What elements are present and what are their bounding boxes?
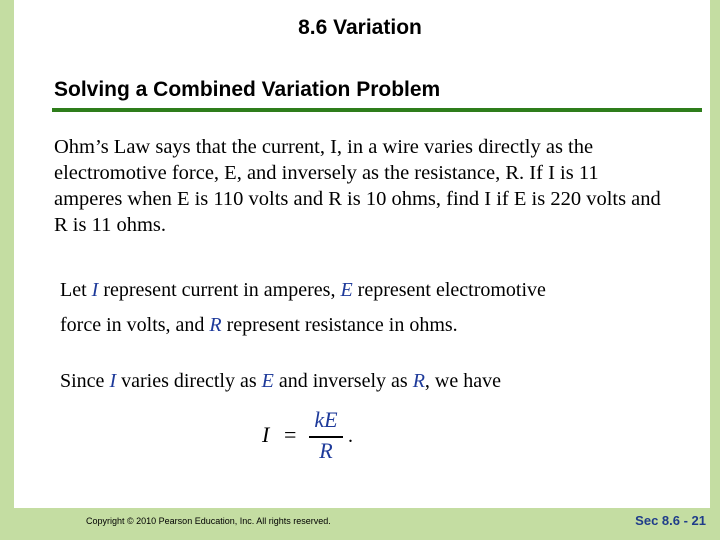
formula-period: . [348, 425, 353, 447]
copyright-notice: Copyright © 2010 Pearson Education, Inc. All rights reserved. [86, 516, 331, 526]
solution-line-3 [60, 370, 680, 393]
variable-i: I [109, 370, 117, 392]
solution-text: Since [60, 370, 110, 392]
solution-text: represent resistance in ohms. [221, 314, 458, 336]
variable-r: R [412, 370, 425, 392]
solution-text: , we have [424, 370, 501, 392]
variation-formula [262, 407, 382, 467]
formula-lhs: I [262, 422, 270, 447]
title-divider [52, 108, 702, 112]
formula-numerator: kE [314, 407, 338, 432]
variable-e: E [261, 370, 274, 392]
section-number: Sec 8.6 - 21 [635, 513, 706, 528]
solution-text: Let [60, 279, 92, 301]
solution-text: force in volts, and [60, 314, 210, 336]
slide-subtitle: Solving a Combined Variation Problem [54, 78, 441, 101]
formula-denominator: R [319, 438, 333, 463]
variable-i: I [91, 279, 99, 301]
solution-text: varies directly as [116, 370, 262, 392]
formula-equals: = [284, 422, 297, 447]
page-title: 8.6 Variation [298, 16, 422, 39]
variable-e: E [340, 279, 353, 301]
solution-text: represent current in amperes, [98, 279, 341, 301]
variable-r: R [209, 314, 222, 336]
left-accent-bar [0, 0, 14, 540]
solution-line-2 [60, 314, 680, 337]
solution-text: and inversely as [273, 370, 413, 392]
solution-line-1 [60, 279, 680, 302]
right-accent-bar [710, 0, 720, 540]
solution-text: represent electromotive [352, 279, 546, 301]
problem-statement: Ohm’s Law says that the current, I, in a wire varies directly as the electromotive force, E, and inversely as the resistance, R. If I is 11 amperes when E is 110 volts and R is 10 ohms, find I if E is 220 volts and R is 11 ohms. [54, 136, 661, 236]
